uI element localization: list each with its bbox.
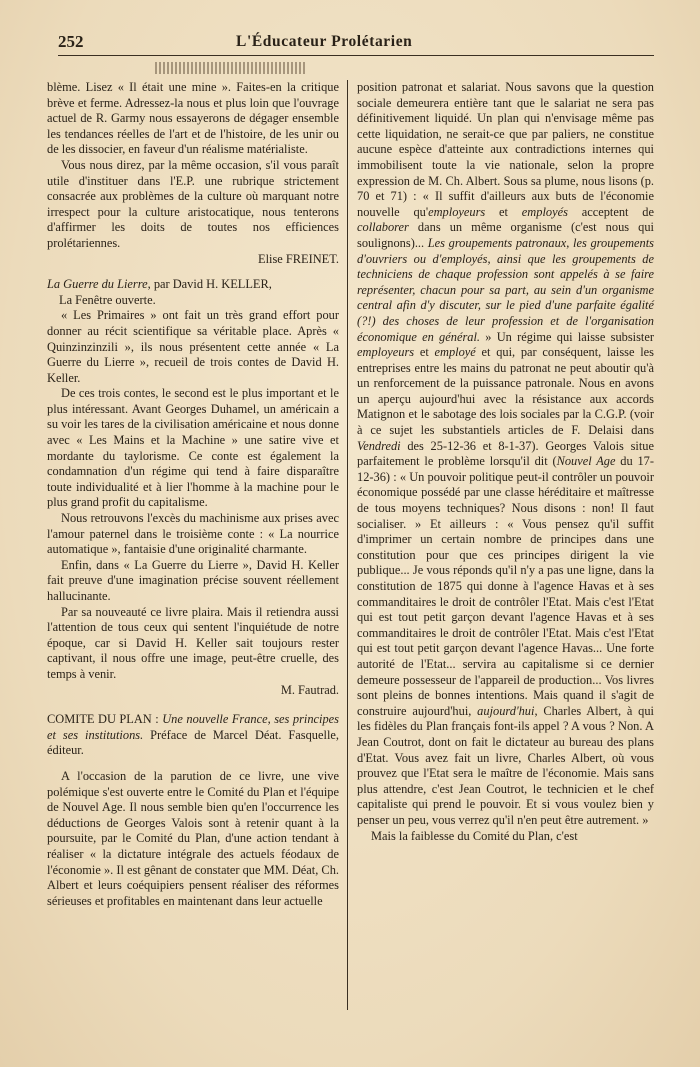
running-title: L'Éducateur Prolétarien [236, 33, 413, 50]
signature: M. Fautrad. [280, 682, 339, 697]
signature: Elise FREINET. [258, 251, 339, 266]
section-publisher: Préface de Marcel Déat. Fasquelle, éditeur. [47, 727, 339, 758]
right-column [357, 80, 654, 844]
paragraph: Nous retrouvons l'excès du machinisme aux prises avec l'amour paternel dans le troisième conte : « La nourrice automatique », fantaisie d'une originalité charmante. [47, 511, 339, 557]
paragraph: A l'occasion de la parution de ce livre, une vive polémique s'est ouverte entre le Comité du Plan et l'équipe de Nouvel Age. Il nous semble bien qu'en l'occurrence les déductions de Georges Valois sont à retenir quant à la poursuite, par le Comité du Plan, d'une action tendant à réaliser « la dictature intégrale des actuels féodaux de l'économie ». Il est gênant de constater que MM. Déat, Ch. Albert et leurs coéquipiers pensent réaliser des réformes sérieuses et profitables en maintenant dans leur actuelle [47, 768, 339, 908]
book-publisher: La Fenêtre ouverte. [59, 292, 156, 307]
section-heading [47, 712, 339, 759]
page-header [58, 32, 654, 56]
book-heading [47, 277, 339, 308]
left-column [47, 80, 339, 909]
paragraph: position patronat et salariat. Nous savons que la question sociale demeurera entière tant que le salariat ne sera pas définitivement liquidé. Un plan qui n'envisage même pas cette liquidation, ne serait-ce que par paliers, ne constitue aucune espèce d'atteinte aux contradictions internes qui immobilisent toute la vie nationale, selon la propre expression de M. Ch. Albert. Sous sa plume, nous lisons (p. 70 et 71) : « Il suffit d'ailleurs aux buts de l'économie nouvelle qu'employeurs et employés acceptent de collaborer dans un même organisme (c'est nous qui soulignons)... Les groupements patronaux, les groupements d'ouvriers ou d'employés, ainsi que les groupements de techniciens de chaque profession sont appelés à se faire représenter, chacun pour sa part, au sein d'un organisme central afin d'y discuter, sur le pied d'une parfaite égalité (?!) des choses de leur profession et de l'organisation économique en général. » Un régime qui laisse subsister employeurs et employé et qui, par conséquent, laisse les entreprises entre les mains du patronat ne peut aboutir qu'à un renforcement de la puissance patronale. Nous en avons un aperçu aujourd'hui avec la résistance aux accords Matignon et le sabotage des lois sociales par la C.G.P. (voir à ce sujet les substantiels articles de F. Delaisi dans Vendredi des 25-12-36 et 8-1-37). Georges Valois situe parfaitement le problème lorsqu'il dit (Nouvel Age du 17-12-36) : « Un pouvoir politique peut-il contrôler un pouvoir économique possédé par une classe héréditaire et maîtresse de tous moyens techniques? Nous disons : non! Il faut socialiser. » Et ailleurs : « Vous pensez qu'il suffit d'imprimer un certain nombre de principes dans une constitution pour que ces principes dirigent la vie publique... Je vous réponds qu'il n'y a pas une ligne, dans la constitution de 1875 qui donne à l'agence Havas et à ses commanditaires le droit de contrôler l'Etat. Mais c'est l'Etat qui est tout petit garçon devant l'agence Havas et à ses commanditaires le droit de contrôler l'Etat. Mais c'est l'Etat qui est tout petit garçon devant l'agence Havas... Une forte autorité de l'Etat... servira au capitalisme si ce dernier demeure possesseur de l'appareil de production... Vos livres sont pleins de bonnes intentions. Mais quand il s'agit de construire aujourd'hui, aujourd'hui, Charles Albert, à qui les fidèles du Plan français font-ils appel ? A vous ? Non. A Jean Coutrot, dont on fait le dictateur au bureau des plans d'Etat. Vous avez fait un livre, Charles Albert, où vous prouvez que l'Etat sera le maître de l'économie. Mais sans plus attendre, c'est Jean Coutrot, le technicien et le chef capitaliste qui prend le pouvoir. Et si vous voulez bien y penser un peu, vous verrez qu'il n'en peut être autrement. » [357, 80, 654, 827]
section-subtitle: Une nouvelle France, ses principes et ses institutions. [47, 712, 339, 742]
page-number: 252 [58, 32, 84, 51]
section-title: COMITE DU PLAN : [47, 712, 163, 727]
paragraph: Par sa nouveauté ce livre plaira. Mais il retiendra aussi l'attention de tous ceux qui sentent l'inquiétude de notre époque, car si David H. Keller sait toujours rester captivant, il nous offre une image, peut-être cruelle, des temps à venir. [47, 604, 339, 681]
ornament-divider [155, 62, 305, 74]
header-rule [58, 55, 654, 56]
paragraph: blème. Lisez « Il était une mine ». Faites-en la critique brève et ferme. Adressez-la nous et plus loin que l'ouvrage actuel de R. Garmy nous essayerons de dégager ensemble les tendances réelles de l'art et de l'histoire, de les unir ou de les dissocier, en faveur d'un réalisme matérialiste. [47, 80, 339, 157]
book-title: La Guerre du Lierre [47, 277, 148, 292]
book-author: , par David H. KELLER, [147, 277, 272, 292]
paragraph: Vous nous direz, par la même occasion, s'il vous paraît utile d'instituer dans l'E.P. une rubrique strictement consacrée aux problèmes de la culture où marquant notre irrespect pour la culture aristocatique, nous tenterons d'affirmer les doits de toutes nos efficiences prolétariennes. [47, 157, 339, 250]
paragraph: Mais la faiblesse du Comité du Plan, c'est [371, 828, 578, 843]
paragraph: « Les Primaires » ont fait un très grand effort pour donner au récit scientifique sa véritable place. Après « Quinzinzinzili », ils nous présentent cette année « La Guerre du Lierre », recueil de trois contes de David H. Keller. [47, 308, 339, 385]
column-divider [347, 80, 348, 1010]
paragraph: De ces trois contes, le second est le plus important et le plus intéressant. Avant Georges Duhamel, un américain a su voir les tares de la civilisation américaine et nous donne avec « Les Mains et la Machine » une satire vive et mordante du taylorisme. Ce conte est également la condamnation d'un régime qui tend à faire disparaître toute individualité et à lier l'homme à la machine pour le plus grand profit du capitalisme. [47, 386, 339, 510]
paragraph: Enfin, dans « La Guerre du Lierre », David H. Keller fait preuve d'une imagination précise souvent réellement hallucinante. [47, 557, 339, 603]
